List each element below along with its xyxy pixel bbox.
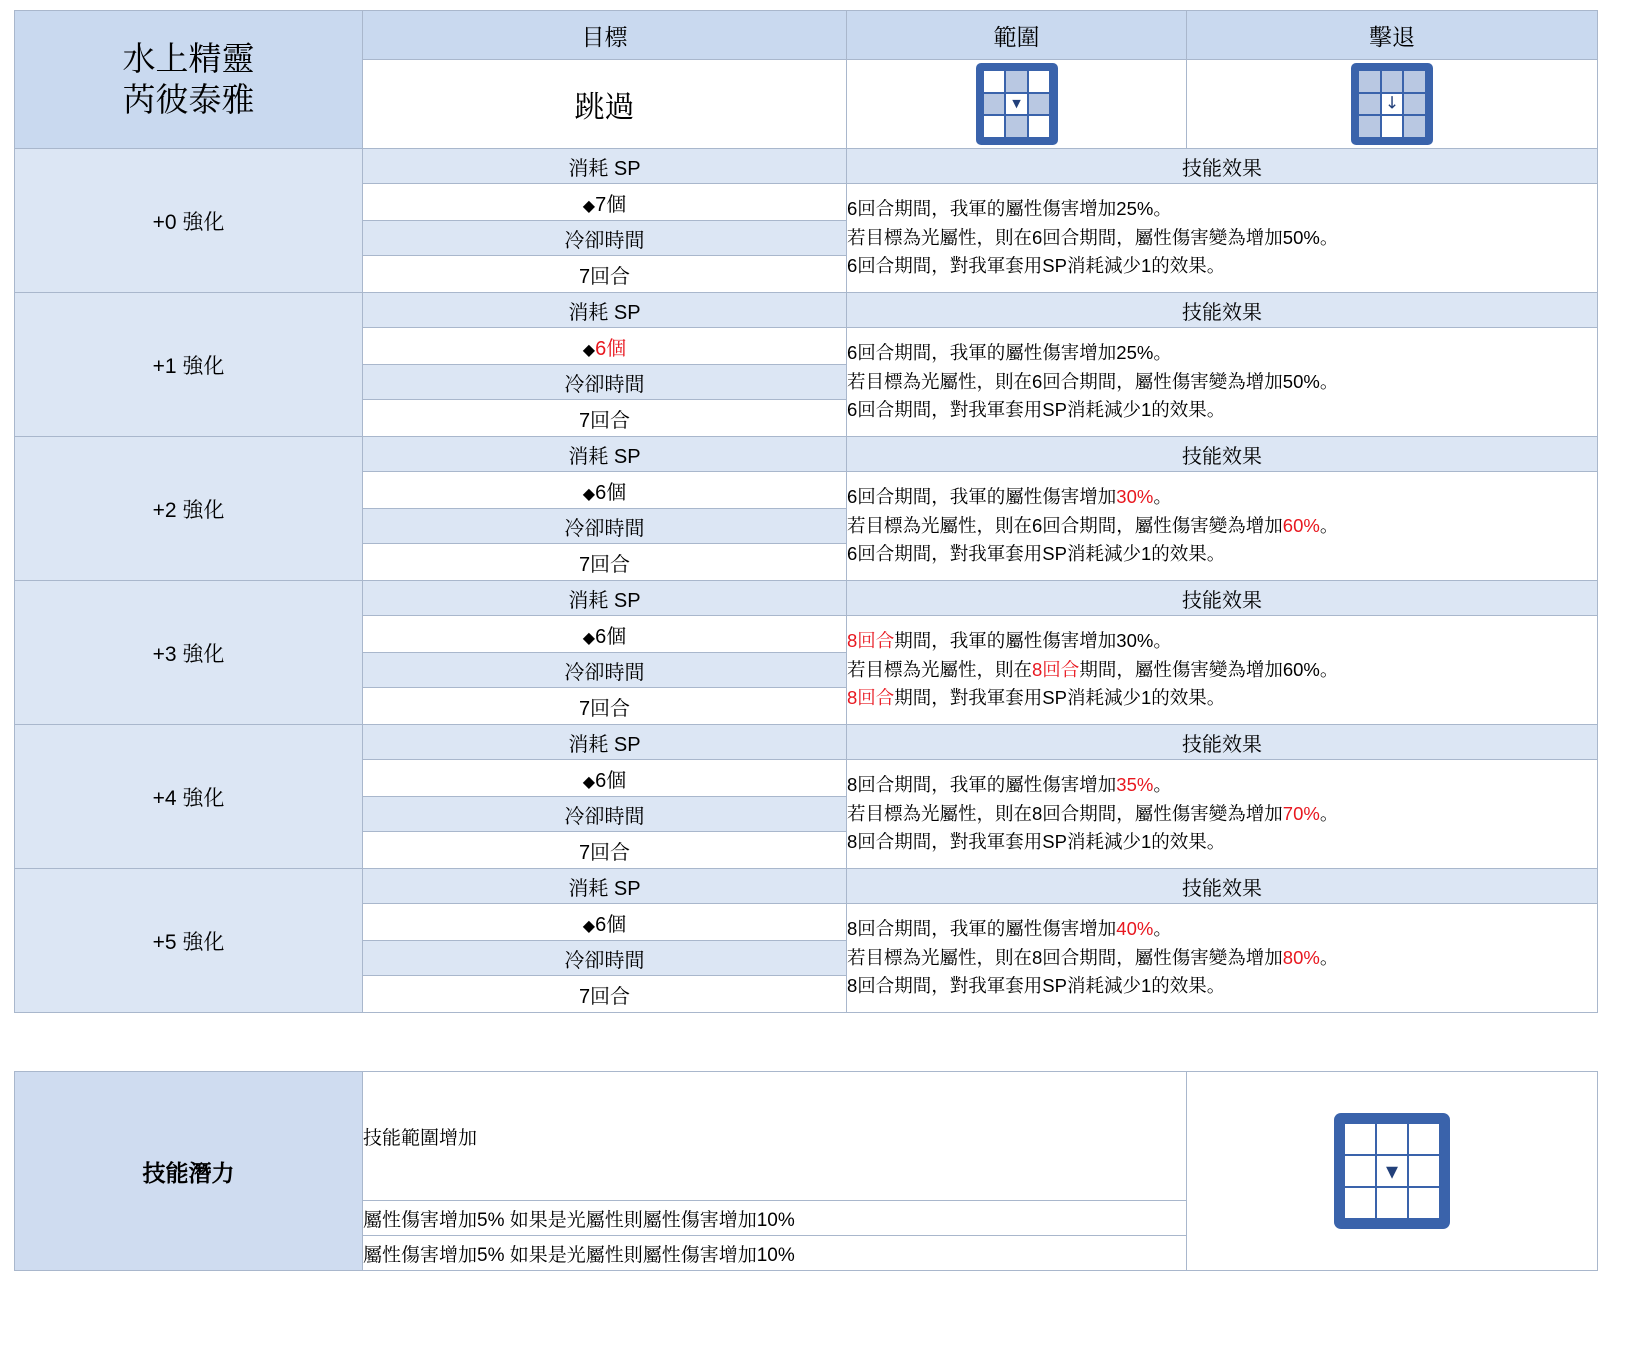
level-label: +2 強化 [15, 437, 363, 581]
skill-table [14, 10, 1598, 1013]
section-gap [14, 1013, 1611, 1071]
effect-label: 技能效果 [847, 725, 1598, 760]
knockback-icon-cell [1187, 60, 1598, 149]
sp-cost-value: ◆6個 [363, 616, 847, 653]
potential-effect-2: 屬性傷害增加5% 如果是光屬性則屬性傷害增加10% [363, 1236, 1187, 1271]
range-icon-cell [847, 60, 1187, 149]
level-label: +5 強化 [15, 869, 363, 1013]
level-row-sp-header [15, 437, 1598, 472]
effect-text: 8回合期間，我軍的屬性傷害增加35%。 若目標為光屬性，則在8回合期間，屬性傷害變為增加70%。 8回合期間，對我軍套用SP消耗減少1的效果。 [847, 760, 1598, 869]
effect-label: 技能效果 [847, 581, 1598, 616]
effect-text: 6回合期間，我軍的屬性傷害增加25%。 若目標為光屬性，則在6回合期間，屬性傷害變為增加50%。 6回合期間，對我軍套用SP消耗減少1的效果。 [847, 184, 1598, 293]
target-value: 跳過 [363, 60, 847, 149]
level-row-sp-header [15, 581, 1598, 616]
level-row-sp-header [15, 869, 1598, 904]
sp-cost-value: ◆6個 [363, 904, 847, 941]
level-label: +4 強化 [15, 725, 363, 869]
sp-cost-value: ◆7個 [363, 184, 847, 221]
effect-text: 6回合期間，我軍的屬性傷害增加30%。 若目標為光屬性，則在6回合期間，屬性傷害變為增加60%。 6回合期間，對我軍套用SP消耗減少1的效果。 [847, 472, 1598, 581]
effect-text: 8回合期間，我軍的屬性傷害增加40%。 若目標為光屬性，則在8回合期間，屬性傷害變為增加80%。 8回合期間，對我軍套用SP消耗減少1的效果。 [847, 904, 1598, 1013]
effect-text: 6回合期間，我軍的屬性傷害增加25%。 若目標為光屬性，則在6回合期間，屬性傷害變為增加50%。 6回合期間，對我軍套用SP消耗減少1的效果。 [847, 328, 1598, 437]
sp-cost-label: 消耗 SP [363, 437, 847, 472]
level-row-sp-header [15, 725, 1598, 760]
sp-cost-value: ◆6個 [363, 328, 847, 365]
cooldown-label: 冷卻時間 [363, 221, 847, 256]
level-row-sp-header [15, 149, 1598, 184]
potential-icon-cell [1187, 1072, 1598, 1271]
grid-3x3-arrow-down-icon: ↓ [1351, 63, 1433, 145]
potential-main-text: 技能範圍增加 [363, 1072, 1187, 1201]
potential-effect-1: 屬性傷害增加5% 如果是光屬性則屬性傷害增加10% [363, 1201, 1187, 1236]
level-label: +1 強化 [15, 293, 363, 437]
level-label: +3 強化 [15, 581, 363, 725]
sp-cost-label: 消耗 SP [363, 869, 847, 904]
cooldown-label: 冷卻時間 [363, 797, 847, 832]
sp-cost-label: 消耗 SP [363, 149, 847, 184]
character-name-line2: 芮彼泰雅 [122, 80, 255, 118]
cooldown-value: 7回合 [363, 256, 847, 293]
level-label: +0 強化 [15, 149, 363, 293]
header-range: 範圍 [847, 11, 1187, 60]
cooldown-value: 7回合 [363, 976, 847, 1013]
effect-label: 技能效果 [847, 869, 1598, 904]
cooldown-label: 冷卻時間 [363, 653, 847, 688]
sp-cost-label: 消耗 SP [363, 293, 847, 328]
character-name-line1: 水上精靈 [122, 40, 255, 78]
cooldown-value: 7回合 [363, 832, 847, 869]
potential-main-row [15, 1072, 1598, 1201]
grid-3x3-down-icon: ▾ [1334, 1113, 1450, 1229]
potential-label: 技能潛力 [15, 1072, 363, 1271]
potential-table [14, 1071, 1598, 1271]
effect-label: 技能效果 [847, 293, 1598, 328]
cooldown-label: 冷卻時間 [363, 509, 847, 544]
top-header-row [15, 11, 1598, 60]
grid-3x3-down-icon: ▾ [976, 63, 1058, 145]
cooldown-value: 7回合 [363, 688, 847, 725]
cooldown-value: 7回合 [363, 400, 847, 437]
sp-cost-value: ◆6個 [363, 472, 847, 509]
effect-label: 技能效果 [847, 149, 1598, 184]
level-row-sp-header [15, 293, 1598, 328]
cooldown-label: 冷卻時間 [363, 365, 847, 400]
cooldown-label: 冷卻時間 [363, 941, 847, 976]
sp-cost-label: 消耗 SP [363, 725, 847, 760]
effect-text: 8回合期間，我軍的屬性傷害增加30%。 若目標為光屬性，則在8回合期間，屬性傷害變為增加60%。 8回合期間，對我軍套用SP消耗減少1的效果。 [847, 616, 1598, 725]
cooldown-value: 7回合 [363, 544, 847, 581]
effect-label: 技能效果 [847, 437, 1598, 472]
header-knockback: 擊退 [1187, 11, 1598, 60]
sp-cost-value: ◆6個 [363, 760, 847, 797]
header-target: 目標 [363, 11, 847, 60]
sp-cost-label: 消耗 SP [363, 581, 847, 616]
level-rows [15, 149, 1598, 1013]
character-name-cell [15, 11, 363, 149]
